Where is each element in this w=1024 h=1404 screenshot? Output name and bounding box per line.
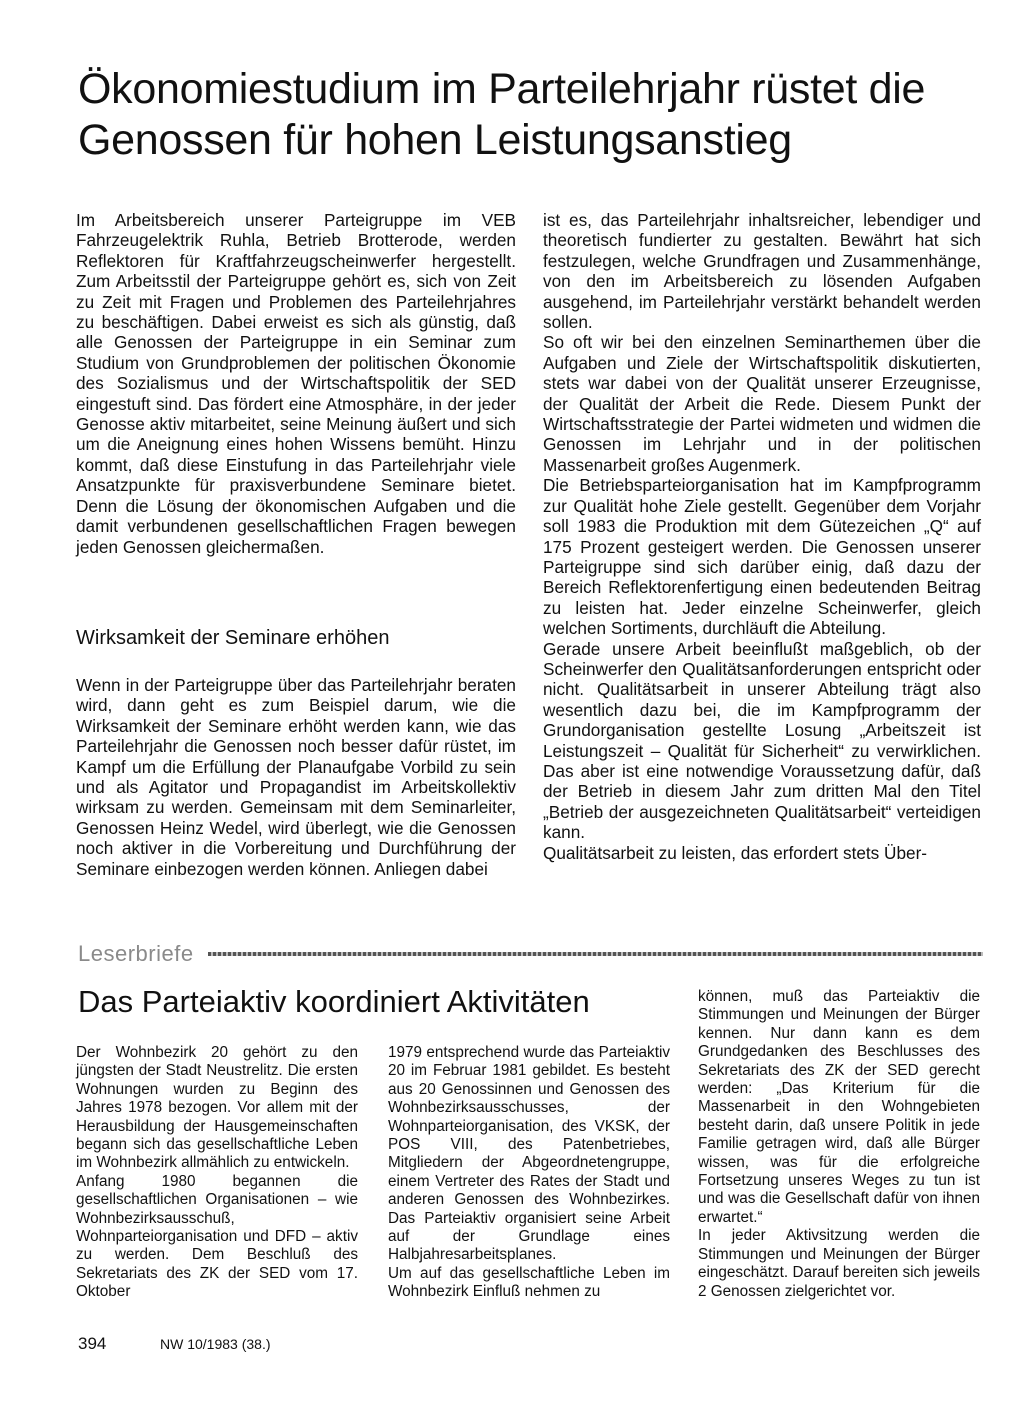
article-title: Ökonomiestudium im Parteilehrjahr rüstet die Genossen für hohen Leistungsanstieg xyxy=(78,65,926,164)
section-rubric xyxy=(78,938,983,970)
rubric-divider xyxy=(208,952,983,956)
issue-reference: NW 10/1983 (38.) xyxy=(160,1336,271,1352)
article-column-2 xyxy=(543,210,981,863)
paragraph: In jeder Aktivsitzung werden die Stimmungen und Meinungen der Bürger eingeschätzt. Darauf bereiten sich jeweils 2 Genossen zielgerichtet vor. xyxy=(698,1227,980,1300)
page-number: 394 xyxy=(78,1334,107,1353)
paragraph: ist es, das Parteilehrjahr inhaltsreicher, lebendiger und theoretisch fundierter zu gestalten. Bewährt hat sich festzulegen, welche Grundfragen und Zusammenhänge, von den im Arbeitsbereich zu lösenden Aufgaben ausgehend, im Parteilehrjahr verstärkt behandelt werden sollen. xyxy=(543,210,981,333)
letter-column-2 xyxy=(388,1044,670,1302)
paragraph: So oft wir bei den einzelnen Seminarthemen über die Aufgaben und Ziele der Wirtschaftspolitik diskutierten, stets war dabei von der Qualität unserer Erzeugnisse, der Qualität der Arbeit die Rede. Diesem Punkt der Wirtschaftsstrategie der Partei widmeten und widmen die Genossen im Lehrjahr und in der politischen Massenarbeit großes Augenmerk. xyxy=(543,332,981,475)
letter-column-1 xyxy=(76,1044,358,1302)
paragraph: Um auf das gesellschaftliche Leben im Wohnbezirk Einfluß nehmen zu xyxy=(388,1264,670,1301)
section-subheading: Wirksamkeit der Seminare erhöhen xyxy=(76,627,390,649)
letter-column-3 xyxy=(698,988,980,1301)
paragraph: Die Betriebsparteiorganisation hat im Kampfprogramm zur Qualität hohe Ziele gestellt. Gegenüber dem Vorjahr soll 1983 die Produktion mit dem Gütezeichen „Q“ auf 175 Prozent gesteigert werden. Die Genossen unserer Parteigruppe sind sich darüber einig, daß dazu der Bereich Reflektorenfertigung einen bedeutenden Beitrag zu leisten hat. Jeder einzelne Scheinwerfer, gleich welchen Sortiments, durchläuft die Abteilung. xyxy=(543,475,981,639)
paragraph: Der Wohnbezirk 20 gehört zu den jüngsten der Stadt Neustrelitz. Die ersten Wohnungen wurden zu Beginn des Jahres 1978 bezogen. Vor allem mit der Herausbildung der Hausgemeinschaften begann sich das gesellschaftliche Leben im Wohnbezirk allmählich zu entwickeln. xyxy=(76,1044,358,1172)
letter-title: Das Parteiaktiv koordiniert Aktivitäten xyxy=(78,984,590,1019)
rubric-label: Leserbriefe xyxy=(78,941,194,966)
article-column-1 xyxy=(76,210,516,557)
paragraph: Anfang 1980 begannen die gesellschaftlichen Organisationen – wie Wohnbezirksausschuß, Wohnparteiorganisation und DFD – aktiv zu werden. Dem Beschluß des Sekretariats des ZK der SED vom 17. Oktober xyxy=(76,1172,358,1301)
paragraph: Gerade unsere Arbeit beeinflußt maßgeblich, ob der Scheinwerfer den Qualitätsanforderungen entspricht oder nicht. Qualitätsarbeit in unserer Abteilung trägt also wesentlich dazu bei, die im Kampfprogramm der Grundorganisation gestellte Losung „Arbeitszeit ist Leistungszeit – Qualität für Sicherheit“ zu verwirklichen. Das aber ist eine notwendige Voraussetzung dafür, daß der Betrieb in diesem Jahr zum dritten Mal den Titel „Betrieb der ausgezeichneten Qualitätsarbeit“ verteidigen kann. xyxy=(543,638,981,843)
paragraph: Qualitätsarbeit zu leisten, das erfordert stets Über- xyxy=(543,842,928,863)
paragraph: können, muß das Parteiaktiv die Stimmungen und Meinungen der Bürger kennen. Nur dann kann es dem Grundgedanken des Beschlusses des Sekretariats des ZK der SED gerecht werden: „Das Kriterium für die Massenarbeit in den Wohngebieten besteht darin, daß unsere Politik in jede Familie getragen wird, daß alle Bürger wissen, was für die erfolgreiche Fortsetzung unseres Weges zu tun ist und was die Gesellschaft dafür von ihnen erwartet.“ xyxy=(698,988,980,1226)
paragraph: 1979 entsprechend wurde das Parteiaktiv 20 im Februar 1981 gebildet. Es besteht aus 20 Genossinnen und Genossen des Wohnbezirksausschusses, der Wohnparteiorganisation, des VKSK, der POS VIII, des Patenbetriebes, Mitgliedern der Abgeordnetengruppe, einem Vertreter des Rates der Stadt und anderen Genossen des Wohnbezirkes. Das Parteiaktiv organisiert seine Arbeit auf der Grundlage eines Halbjahresarbeitsplanes. xyxy=(388,1044,670,1264)
article-column-1-continued xyxy=(76,675,516,879)
paragraph: Im Arbeitsbereich unserer Parteigruppe im VEB Fahrzeugelektrik Ruhla, Betrieb Brotterode, werden Reflektoren für Kraftfahrzeugscheinwerfer hergestellt. Zum Arbeitsstil der Parteigruppe gehört es, sich von Zeit zu Zeit mit Fragen und Problemen des Parteilehrjahres zu beschäftigen. Dabei erweist es sich als günstig, daß alle Genossen der Parteigruppe in ein Seminar zum Studium von Grundproblemen der politischen Ökonomie des Sozialismus und der Wirtschaftspolitik der SED eingestuft sind. Das fördert eine Atmosphäre, in der jeder Genosse aktiv mitarbeitet, seine Meinung äußert und sich um die Aneignung eines hohen Wissens bemüht. Hinzu kommt, daß diese Einstufung in das Parteilehrjahr viele Ansatzpunkte für praxisverbundene Seminare bietet. Denn die Lösung der ökonomischen Aufgaben und die damit verbundenen gesellschaftlichen Fragen bewegen jeden Genossen gleichermaßen. xyxy=(76,210,516,557)
paragraph: Wenn in der Parteigruppe über das Parteilehrjahr beraten wird, dann geht es zum Beispiel darum, wie die Wirksamkeit der Seminare erhöht werden kann, wie das Parteilehrjahr die Genossen noch besser dafür rüstet, im Kampf um die Erfüllung der Planaufgabe Vorbild zu sein und als Agitator und Propagandist im Arbeitskollektiv wirksam zu werden. Gemeinsam mit dem Seminarleiter, Genossen Heinz Wedel, wird überlegt, wie die Genossen noch aktiver in die Vorbereitung und Durchführung der Seminare einbezogen werden können. Anliegen dabei xyxy=(76,675,516,879)
